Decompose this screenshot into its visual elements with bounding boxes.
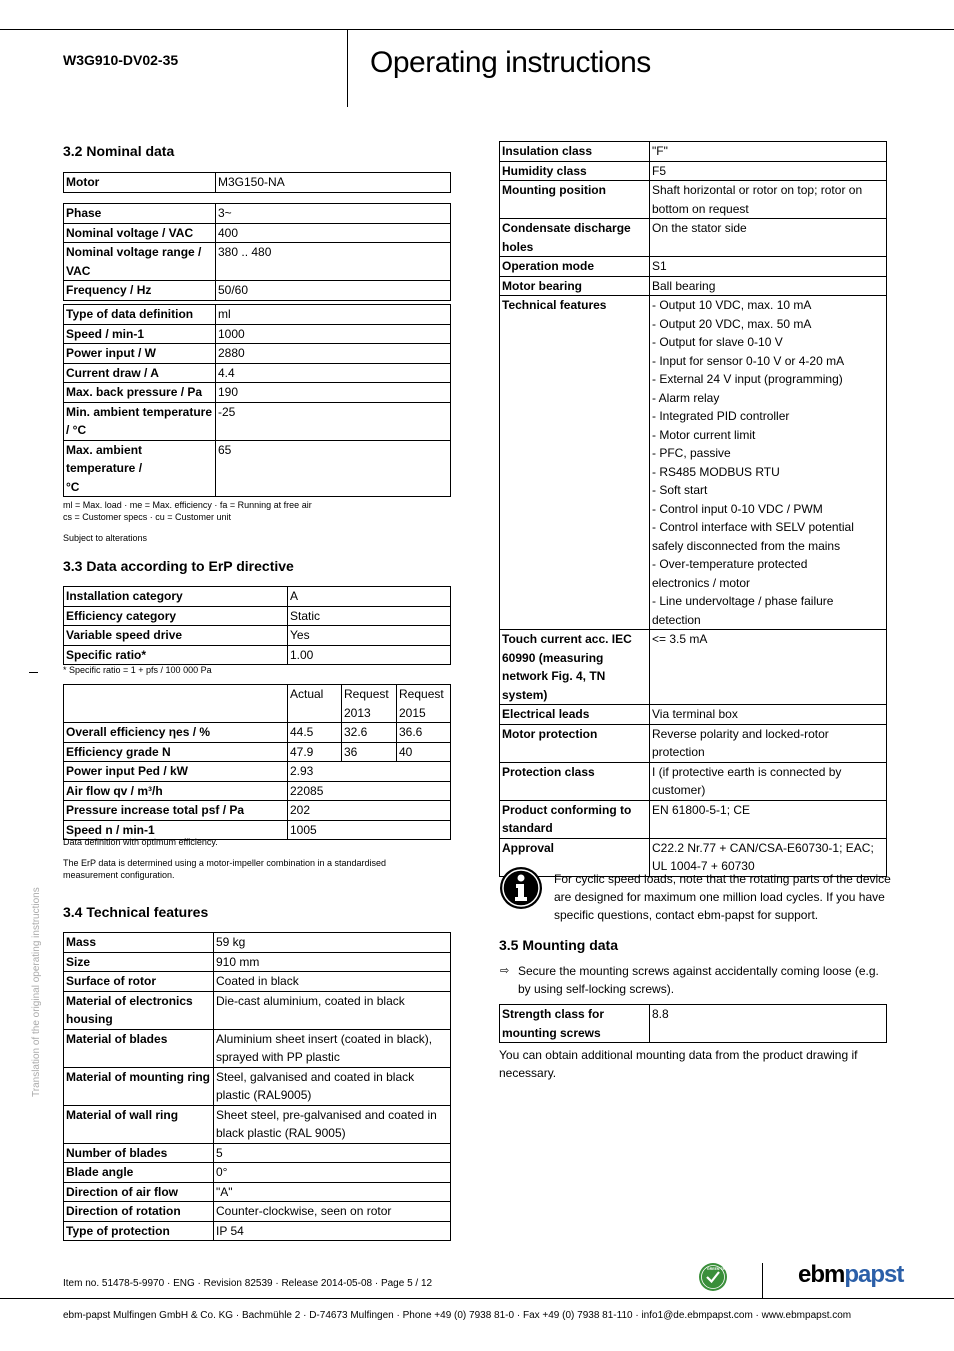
- row-value: EN 61800-5-1; CE: [650, 800, 887, 838]
- row-label: Specific ratio*: [64, 645, 288, 665]
- table-row: [64, 305, 451, 325]
- table-row: [64, 324, 451, 344]
- table-row: [64, 587, 451, 607]
- row-label: Max. back pressure / Pa: [64, 383, 216, 403]
- row-value: M3G150-NA: [216, 173, 451, 193]
- table-row: [64, 991, 451, 1029]
- electrical-table: [63, 203, 451, 301]
- row-value: Yes: [288, 626, 451, 646]
- table-row: [500, 705, 887, 725]
- abbrev-note-1: ml = Max. load · me = Max. efficiency · fa = Running at free air: [63, 500, 312, 510]
- row-value: "A": [214, 1182, 451, 1202]
- row-label: Min. ambient temperature / °C: [64, 402, 216, 440]
- optimum-note: Data definition with optimum efficiency.: [63, 837, 218, 847]
- row-label: Blade angle: [64, 1163, 214, 1183]
- row-value: Coated in black: [214, 972, 451, 992]
- ebmpapst-logo: ebmpapst: [798, 1261, 904, 1288]
- row-label: Air flow qv / m³/h: [64, 781, 288, 801]
- row-value: 59 kg: [214, 933, 451, 953]
- row-label: Humidity class: [500, 161, 650, 181]
- row-value: 400: [216, 223, 451, 243]
- table-row: [500, 219, 887, 257]
- info-icon: [499, 866, 543, 910]
- technical-features-list: - Output 10 VDC, max. 10 mA - Output 20 VDC, max. 50 mA - Output for slave 0-10 V - Input for sensor 0-10 V or 4-20 mA - External 24 V input (programming) - Alarm relay - Integrated PID controller - Motor current limit - PFC, passive - RS485 MODBUS RTU - Soft start - Control input 0-10 VDC / PWM - Control interface with SELV potential safely disconnected from the mains - Over-temperature protected electronics / motor - Line undervoltage / phase failure detection: [650, 296, 887, 630]
- row-label: Type of protection: [64, 1221, 214, 1241]
- row-label: Mounting position: [500, 181, 650, 219]
- table-row: [64, 223, 451, 243]
- company-address: ebm-papst Mulfingen GmbH & Co. KG · Bachmühle 2 · D-74673 Mulfingen · Phone +49 (0) 7938 81-0 · Fax +49 (0) 7938 81-110 · info1@de.ebmpapst.com · www.ebmpapst.com: [63, 1310, 852, 1321]
- footer-rule: [0, 1298, 954, 1299]
- header-divider: [347, 29, 348, 107]
- row-label: Efficiency grade N: [64, 742, 288, 762]
- row-value: ml: [216, 305, 451, 325]
- table-row: [64, 243, 451, 281]
- row-label: Electrical leads: [500, 705, 650, 725]
- table-row: [64, 440, 451, 497]
- erp-table: [63, 586, 451, 665]
- row-value: 2880: [216, 344, 451, 364]
- row-value: 36: [342, 742, 397, 762]
- row-label: Number of blades: [64, 1143, 214, 1163]
- row-label: Power input Ped / kW: [64, 762, 288, 782]
- subject-note: Subject to alterations: [63, 533, 148, 543]
- mounting-note: You can obtain additional mounting data from the product drawing if necessary.: [499, 1048, 858, 1080]
- row-label: Motor bearing: [500, 276, 650, 296]
- row-value: A: [288, 587, 451, 607]
- row-value: S1: [650, 257, 887, 277]
- table-row: [500, 257, 887, 277]
- abbrev-note-2: cs = Customer specs · cu = Customer unit: [63, 512, 232, 522]
- row-value: 190: [216, 383, 451, 403]
- green-tech-logo: GREEN TECH: [698, 1262, 728, 1292]
- footer-divider: [762, 1263, 763, 1299]
- mounting-instruction: Secure the mounting screws against accidentally coming loose (e.g. by using self-locking screws).: [518, 964, 879, 996]
- page-title: Operating instructions: [370, 46, 651, 79]
- row-value: Shaft horizontal or rotor on top; rotor on bottom on request: [650, 181, 887, 219]
- technical-features-heading: 3.4 Technical features: [63, 904, 209, 920]
- table-row: [500, 142, 887, 162]
- row-label: Efficiency category: [64, 606, 288, 626]
- document-info: Item no. 51478-5-9970 · ENG · Revision 82539 · Release 2014-05-08 · Page 5 / 12: [63, 1278, 433, 1289]
- row-value: Request 2015: [397, 685, 451, 723]
- efficiency-table: [63, 684, 451, 840]
- row-value: 32.6: [342, 723, 397, 743]
- table-row: [500, 630, 887, 705]
- erp-method-note-1: The ErP data is determined using a motor-impeller combination in a standardised: [63, 858, 387, 868]
- row-value: 50/60: [216, 281, 451, 301]
- table-row: [64, 645, 451, 665]
- table-row: [500, 800, 887, 838]
- row-value: 1005: [288, 820, 451, 840]
- table-row: [64, 1163, 451, 1183]
- strength-table: [499, 1004, 887, 1043]
- row-value: 47.9: [288, 742, 342, 762]
- table-row: [64, 626, 451, 646]
- table-row: [500, 181, 887, 219]
- table-row: [64, 1221, 451, 1241]
- table-row: [64, 363, 451, 383]
- table-header-row: [64, 685, 451, 723]
- row-value: 40: [397, 742, 451, 762]
- row-label: Motor: [64, 173, 216, 193]
- row-value: Static: [288, 606, 451, 626]
- row-value: Via terminal box: [650, 705, 887, 725]
- fold-mark: [29, 672, 38, 673]
- row-value: 36.6: [397, 723, 451, 743]
- row-value: 202: [288, 801, 451, 821]
- row-value: -25: [216, 402, 451, 440]
- row-label: Nominal voltage / VAC: [64, 223, 216, 243]
- row-value: Aluminium sheet insert (coated in black), sprayed with PP plastic: [214, 1029, 451, 1067]
- table-row: [64, 383, 451, 403]
- row-label: Nominal voltage range / VAC: [64, 243, 216, 281]
- row-value: Steel, galvanised and coated in black plastic (RAL9005): [214, 1067, 451, 1105]
- technical-table: [63, 932, 451, 1241]
- row-value: 44.5: [288, 723, 342, 743]
- row-value: 2.93: [288, 762, 451, 782]
- row-value: Reverse polarity and locked-rotor protection: [650, 724, 887, 762]
- row-value: 22085: [288, 781, 451, 801]
- row-value: Ball bearing: [650, 276, 887, 296]
- row-value: F5: [650, 161, 887, 181]
- row-label: Type of data definition: [64, 305, 216, 325]
- row-value: Die-cast aluminium, coated in black: [214, 991, 451, 1029]
- row-label: Pressure increase total psf / Pa: [64, 801, 288, 821]
- row-label: Frequency / Hz: [64, 281, 216, 301]
- row-label: Material of electronics housing: [64, 991, 214, 1029]
- row-value: 4.4: [216, 363, 451, 383]
- row-label: Strength class for mounting screws: [500, 1005, 650, 1043]
- row-value: 380 .. 480: [216, 243, 451, 281]
- row-value: C22.2 Nr.77 + CAN/CSA-E60730-1; EAC; UL 1004-7 + 60730: [650, 838, 887, 876]
- table-row: [500, 762, 887, 800]
- table-row: [500, 1005, 887, 1043]
- row-value: 1000: [216, 324, 451, 344]
- nominal-data-heading: 3.2 Nominal data: [63, 143, 175, 159]
- row-label: Product conforming to standard: [500, 800, 650, 838]
- row-value: Sheet steel, pre-galvanised and coated in black plastic (RAL 9005): [214, 1105, 451, 1143]
- row-label: Direction of rotation: [64, 1202, 214, 1222]
- table-row: [500, 276, 887, 296]
- row-label: Insulation class: [500, 142, 650, 162]
- table-row: [64, 723, 451, 743]
- table-row: [64, 1182, 451, 1202]
- row-label: Speed / min-1: [64, 324, 216, 344]
- row-value: 8.8: [650, 1005, 887, 1043]
- row-value: [64, 685, 288, 723]
- row-label: Speed n / min-1: [64, 820, 288, 840]
- row-label: Size: [64, 952, 214, 972]
- row-label: Technical features: [500, 296, 650, 630]
- row-label: Current draw / A: [64, 363, 216, 383]
- table-row: [64, 281, 451, 301]
- table-row: [500, 296, 887, 630]
- row-value: 910 mm: [214, 952, 451, 972]
- row-label: Protection class: [500, 762, 650, 800]
- table-row: [64, 762, 451, 782]
- table-row: [64, 781, 451, 801]
- table-row: [500, 724, 887, 762]
- table-row: [64, 933, 451, 953]
- row-label: Material of mounting ring: [64, 1067, 214, 1105]
- erp-method-note-2: measurement configuration.: [63, 870, 175, 880]
- table-row: [64, 801, 451, 821]
- table-row: [64, 1143, 451, 1163]
- row-value: Request 2013: [342, 685, 397, 723]
- row-label: Surface of rotor: [64, 972, 214, 992]
- row-value: Actual: [288, 685, 342, 723]
- row-label: Power input / W: [64, 344, 216, 364]
- side-caption: Translation of the original operating instructions: [31, 887, 42, 1097]
- table-row: [64, 1067, 451, 1105]
- row-value: Counter-clockwise, seen on rotor: [214, 1202, 451, 1222]
- table-row: [64, 1105, 451, 1143]
- row-label: Material of wall ring: [64, 1105, 214, 1143]
- row-label: Overall efficiency ηes / %: [64, 723, 288, 743]
- motor-table: [63, 172, 451, 193]
- table-row: [64, 606, 451, 626]
- row-value: IP 54: [214, 1221, 451, 1241]
- table-row: [500, 161, 887, 181]
- right-spec-table: [499, 141, 887, 877]
- row-label: Phase: [64, 204, 216, 224]
- row-label: Touch current acc. IEC 60990 (measuring network Fig. 4, TN system): [500, 630, 650, 705]
- performance-table: [63, 304, 451, 497]
- row-value: I (if protective earth is connected by customer): [650, 762, 887, 800]
- row-label: Condensate discharge holes: [500, 219, 650, 257]
- table-row: [64, 972, 451, 992]
- table-row: [64, 344, 451, 364]
- arrow-bullet-icon: ⇨: [500, 965, 510, 977]
- row-value: <= 3.5 mA: [650, 630, 887, 705]
- table-row: [64, 952, 451, 972]
- row-value: 65: [216, 440, 451, 497]
- row-value: 5: [214, 1143, 451, 1163]
- mounting-data-heading: 3.5 Mounting data: [499, 937, 618, 953]
- header-top-rule: [0, 29, 954, 30]
- erp-heading: 3.3 Data according to ErP directive: [63, 558, 294, 574]
- table-row: [64, 204, 451, 224]
- row-value: 3~: [216, 204, 451, 224]
- table-row: [64, 1029, 451, 1067]
- row-label: Max. ambient temperature / °C: [64, 440, 216, 497]
- row-value: On the stator side: [650, 219, 887, 257]
- row-label: Material of blades: [64, 1029, 214, 1067]
- row-label: Variable speed drive: [64, 626, 288, 646]
- model-number: W3G910-DV02-35: [63, 52, 179, 68]
- row-label: Operation mode: [500, 257, 650, 277]
- table-row: [64, 742, 451, 762]
- table-row: [64, 1202, 451, 1222]
- row-value: 1.00: [288, 645, 451, 665]
- row-label: Direction of air flow: [64, 1182, 214, 1202]
- info-text: For cyclic speed loads, note that the rotating parts of the device are designed for maximum one million load cycles. If you have specific questions, contact ebm-papst for support.: [554, 872, 891, 922]
- row-value: 0°: [214, 1163, 451, 1183]
- ratio-note: * Specific ratio = 1 + pfs / 100 000 Pa: [63, 665, 212, 675]
- row-value: "F": [650, 142, 887, 162]
- row-label: Mass: [64, 933, 214, 953]
- row-label: Installation category: [64, 587, 288, 607]
- table-row: [64, 402, 451, 440]
- row-label: Motor protection: [500, 724, 650, 762]
- row-label: Approval: [500, 838, 650, 876]
